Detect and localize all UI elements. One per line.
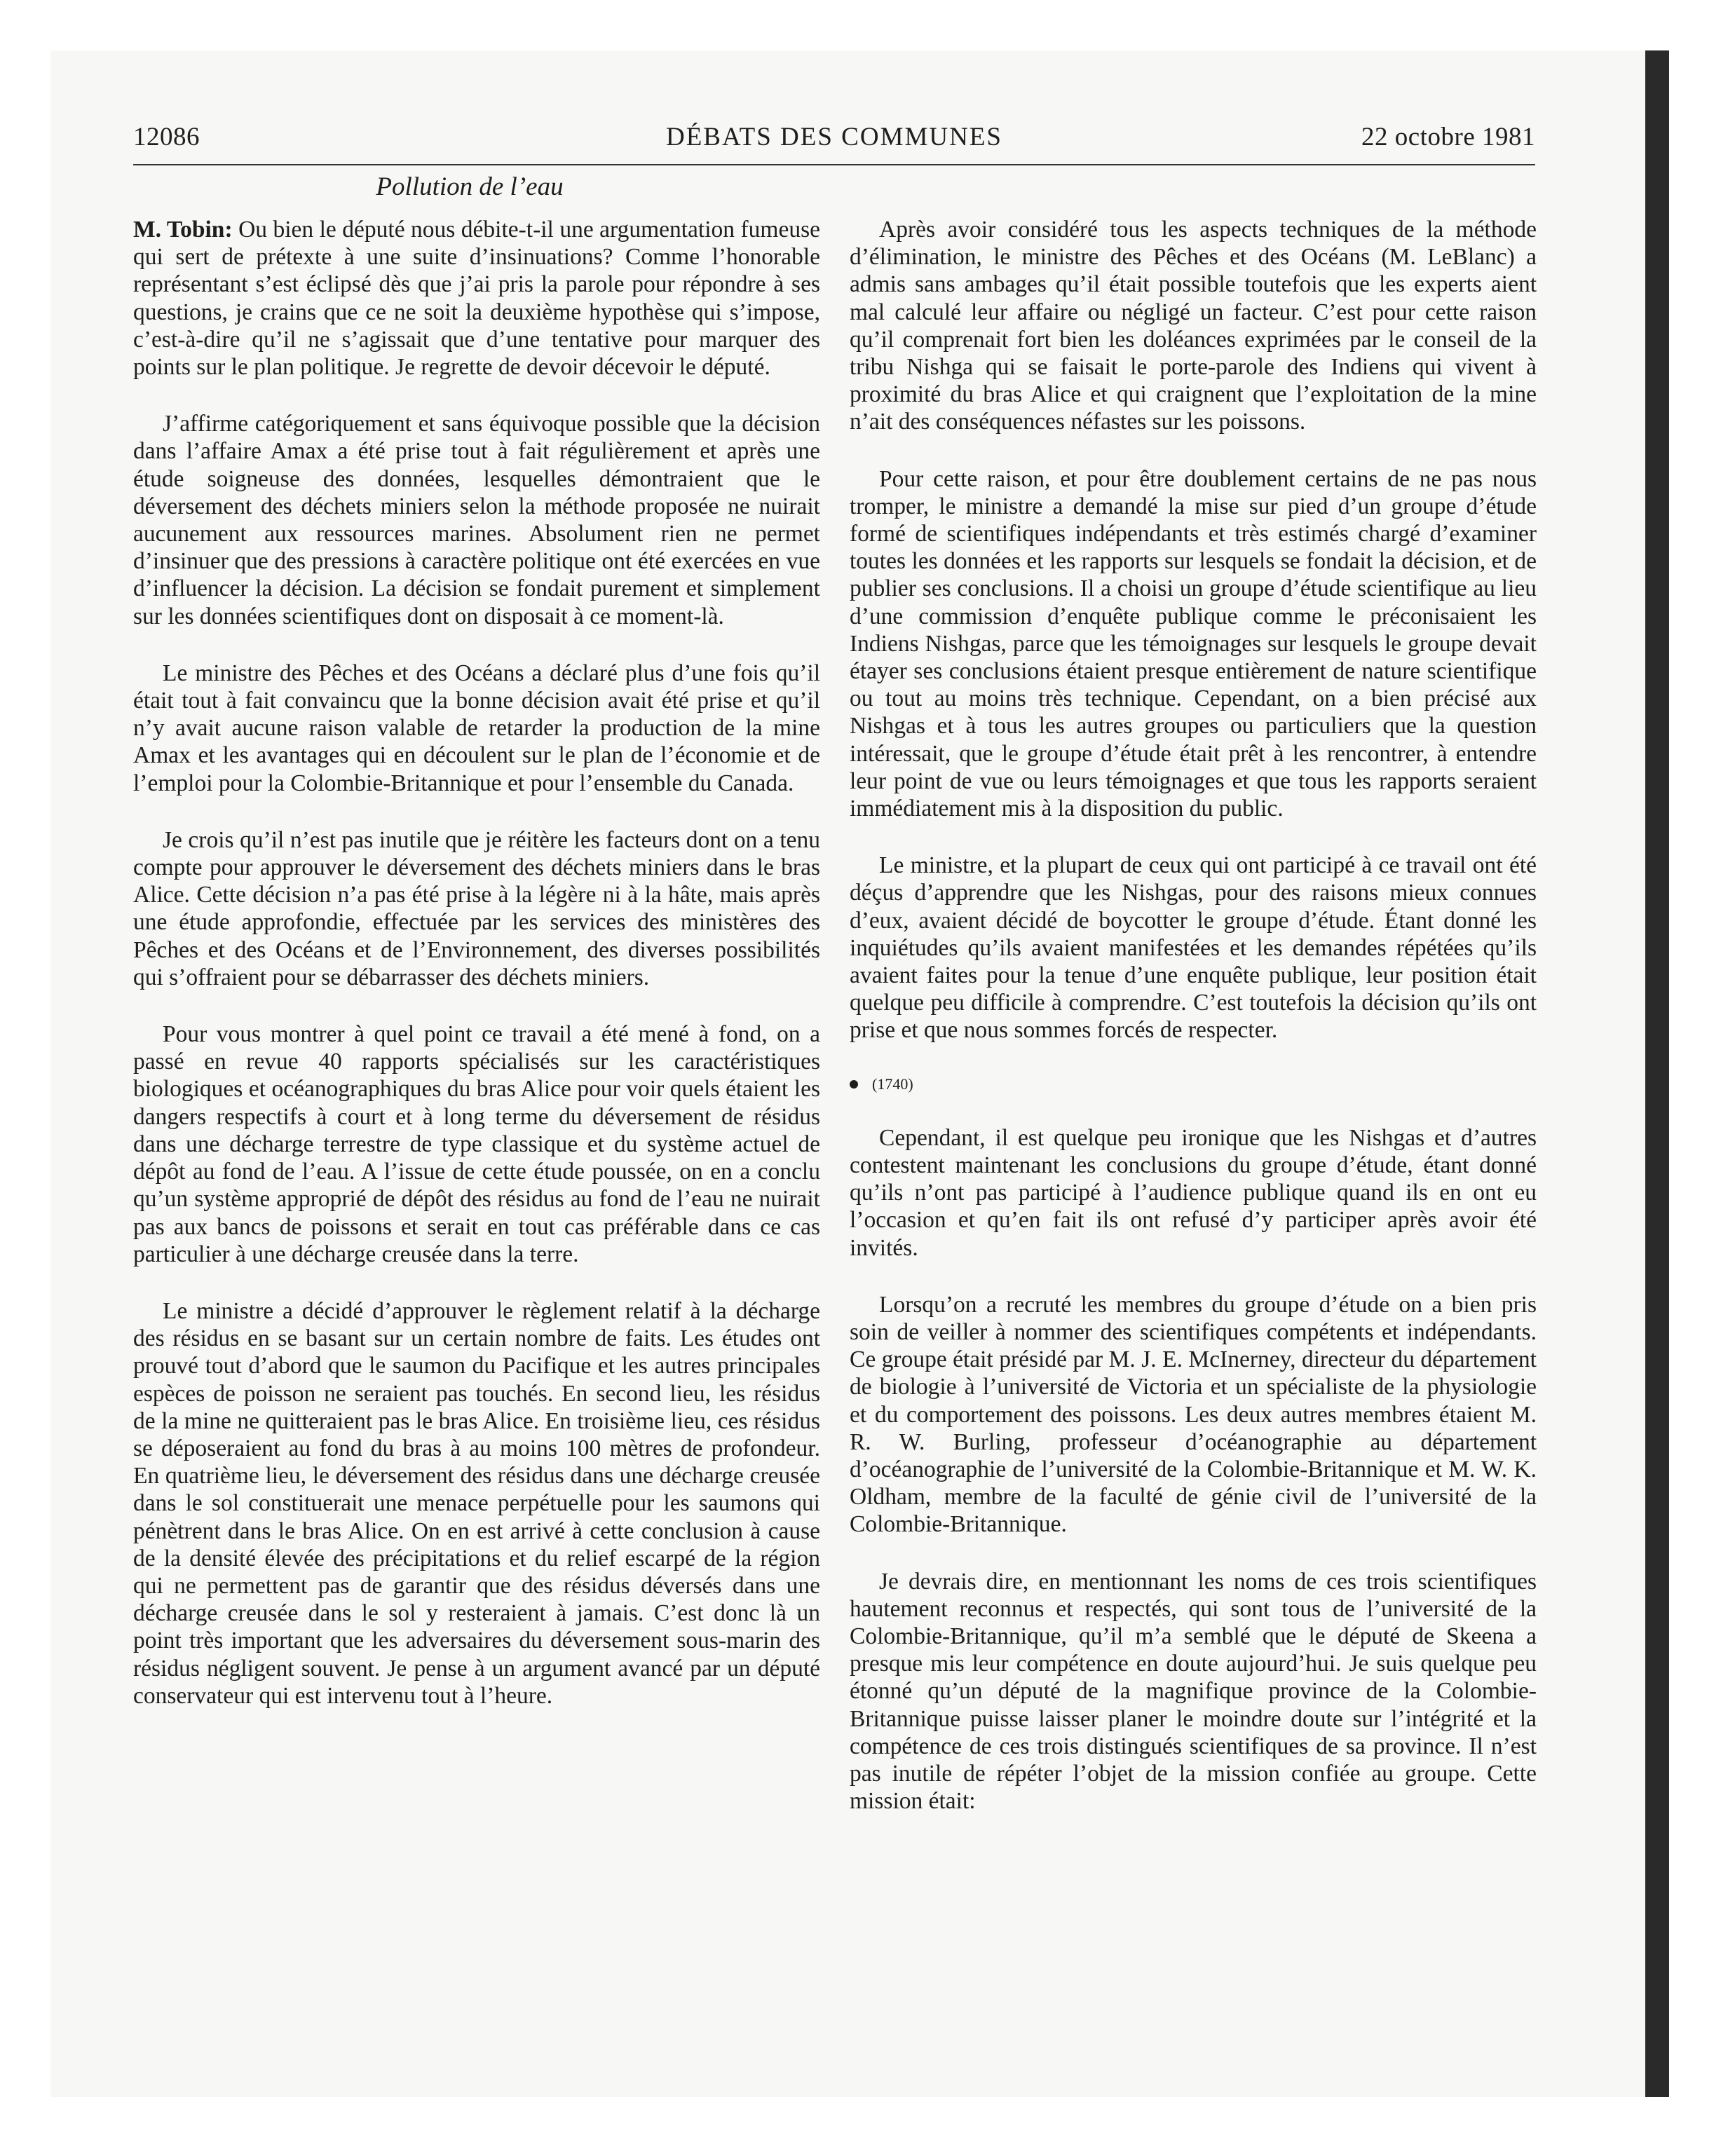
section-title: Pollution de l’eau: [376, 172, 564, 201]
speaker-name: M. Tobin:: [133, 217, 233, 243]
binding-edge: [1645, 50, 1669, 2097]
publication-title: DÉBATS DES COMMUNES: [665, 123, 1002, 151]
page-number: 12086: [133, 123, 200, 151]
time-marker: [850, 1074, 1537, 1095]
paragraph: Pour cette raison, et pour être doublement certains de ne pas nous tromper, le ministre a demandé la mise sur pied d’un groupe d’étude formé de scientifiques indépendants et très estimés chargé d’examiner toutes les données et les rapports sur lesquels se fondait la décision, et de publier ses conclusions. Il a choisi un groupe d’étude scientifique au lieu d’une commission d’enquête publique comme le préconisaient les Indiens Nishgas, parce que les témoignages sur lesquels le groupe devait étayer ses conclusions étaient presque entièrement de nature scientifique ou tout au moins très technique. Cependant, on a bien précisé aux Nishgas et à tous les autres groupes ou particuliers que la question intéressait, que le groupe d’étude était prêt à les rencontrer, à entendre leur point de vue ou leurs témoignages et que tous les rapports seraient immédiatement mis à la disposition du public.: [850, 465, 1537, 822]
left-column: [133, 216, 820, 1739]
paragraph: Lorsqu’on a recruté les membres du groupe d’étude on a bien pris soin de veiller à nommer des scientifiques compétents et indépendants. Ce groupe était présidé par M. J. E. McInerney, directeur du département de biologie à l’université de Victoria et un spécialiste de la physiologie et du comportement des poissons. Les deux autres membres étaient M. R. W. Burling, professeur d’océanographie au département d’océanographie de l’université de la Colombie-Britannique et M. W. K. Oldham, membre de la faculté de génie civil de l’université de la Colombie-Britannique.: [850, 1291, 1537, 1538]
publication-date: 22 octobre 1981: [1361, 123, 1535, 151]
paragraph: Le ministre, et la plupart de ceux qui ont participé à ce travail ont été déçus d’apprendre que les Nishgas, pour des raisons mieux connues d’eux, avaient décidé de boycotter le groupe d’étude. Étant donné les inquiétudes qu’ils avaient manifestées et les demandes répétées qu’ils avaient faites pour la tenue d’une enquête publique, leur position était quelque peu difficile à comprendre. C’est toutefois la décision qu’ils ont prise et que nous sommes forcés de respecter.: [850, 852, 1537, 1044]
paragraph: Cependant, il est quelque peu ironique que les Nishgas et d’autres contestent maintenant les conclusions du groupe d’étude, étant donné qu’ils n’ont pas participé à l’audience publique quand ils en ont eu l’occasion et qu’en fait ils ont refusé d’y participer après avoir été invités.: [850, 1124, 1537, 1261]
paragraph: Pour vous montrer à quel point ce travail a été mené à fond, on a passé en revue 40 rapports spécialisés sur les caractéristiques biologiques et océanographiques du bras Alice pour voir quels étaient les dangers respectifs à court et à long terme du déversement de résidus dans une décharge terrestre de type classique et du système actuel de dépôt au fond de l’eau. A l’issue de cette étude poussée, on en a conclu qu’un système approprié de dépôt des résidus au fond de l’eau ne nuirait pas aux bancs de poissons et serait en tout cas préférable dans ce cas particulier à une décharge creusée dans la terre.: [133, 1021, 820, 1267]
paragraph: Après avoir considéré tous les aspects techniques de la méthode d’élimination, le ministre des Pêches et des Océans (M. LeBlanc) a admis sans ambages qu’il était possible toutefois que les experts aient mal calculé leur affaire ou négligé un facteur. C’est pour cette raison qu’il comprenait fort bien les doléances exprimées par le conseil de la tribu Nishga qui se faisait le porte-parole des Indiens qui vivent à proximité du bras Alice et qui craignent que l’exploitation de la mine n’ait des conséquences néfastes sur les poissons.: [850, 217, 1537, 435]
paragraph: Le ministre a décidé d’approuver le règlement relatif à la décharge des résidus en se basant sur un certain nombre de faits. Les études ont prouvé tout d’abord que le saumon du Pacifique et les autres principales espèces de poisson ne seraient pas touchés. En second lieu, les résidus de la mine ne quitteraient pas le bras Alice. En troisième lieu, ces résidus se déposeraient au fond du bras à au moins 100 mètres de profondeur. En quatrième lieu, le déversement des résidus dans une décharge creusée dans le sol constituerait une menace perpétuelle pour les saumons qui pénètrent dans le bras Alice. On en est arrivé à cette conclusion à cause de la densité élevée des précipitations et du relief escarpé de la région qui ne permettent pas de garantir que des résidus déversés dans une décharge creusée dans le sol y resteraient à jamais. C’est donc là un point très important que les adversaires du déversement sous-marin des résidus négligent souvent. Je pense à un argument avancé par un député conservateur qui est intervenu tout à l’heure.: [133, 1297, 820, 1709]
paragraph: Je crois qu’il n’est pas inutile que je réitère les facteurs dont on a tenu compte pour approuver le déversement des déchets miniers dans le bras Alice. Cette décision n’a pas été prise à la légère ni à la hâte, mais après une étude approfondie, effectuée par les services des ministères des Pêches et des Océans et de l’Environnement, des diverses possibilités qui s’offraient pour se débarrasser des déchets miniers.: [133, 826, 820, 990]
paragraph: J’affirme catégoriquement et sans équivoque possible que la décision dans l’affaire Amax a été prise tout à fait régulièrement et après une étude soigneuse des données, lesquelles démontraient que le déversement des déchets miniers selon la méthode proposée ne nuirait aucunement aux ressources marines. Absolument rien ne permet d’insinuer que des pressions à caractère politique ont été exercées en vue d’influencer la décision. La décision se fondait purement et simplement sur les données scientifiques dont on disposait à ce moment-là.: [133, 411, 820, 629]
page-header: [133, 118, 1535, 165]
paragraph: [133, 216, 820, 381]
timestamp-text: (1740): [872, 1074, 913, 1093]
paragraph: Je devrais dire, en mentionnant les noms de ces trois scientifiques hautement reconnus et respectés, qui sont tous de l’université de la Colombie-Britannique, qu’il m’a semblé que le député de Skeena a presque mis leur compétence en doute aujourd’hui. Je suis quelque peu étonné qu’un député de la magnifique province de la Colombie-Britannique puisse laisser planer le moindre doute sur l’intégrité et la compétence de ces trois distingués scientifiques de sa province. Il n’est pas inutile de répéter l’objet de la mission confiée au groupe. Cette mission était:: [850, 1568, 1537, 1815]
right-column: [850, 216, 1537, 1844]
paragraph: Le ministre des Pêches et des Océans a déclaré plus d’une fois qu’il était tout à fait convaincu que la bonne décision avait été prise et qu’il n’y avait aucune raison valable de retarder la production de la mine Amax et les avantages qui en découlent sur le plan de l’économie et de l’emploi pour la Colombie-Britannique et pour l’ensemble du Canada.: [133, 660, 820, 796]
bullet-icon: [850, 1080, 858, 1089]
paragraph-text: Ou bien le député nous débite-t-il une argumentation fumeuse qui sert de prétexte à une suite d’insinuations? Comme l’honorable représentant s’est éclipsé dès que j’ai pris la parole pour répondre à ses questions, je crains que ce ne soit la deuxième hypothèse qui s’impose, c’est-à-dire qu’il ne s’agissait que d’une tentative pour marquer des points sur le plan politique. Je regrette de devoir décevoir le député.: [133, 217, 820, 381]
